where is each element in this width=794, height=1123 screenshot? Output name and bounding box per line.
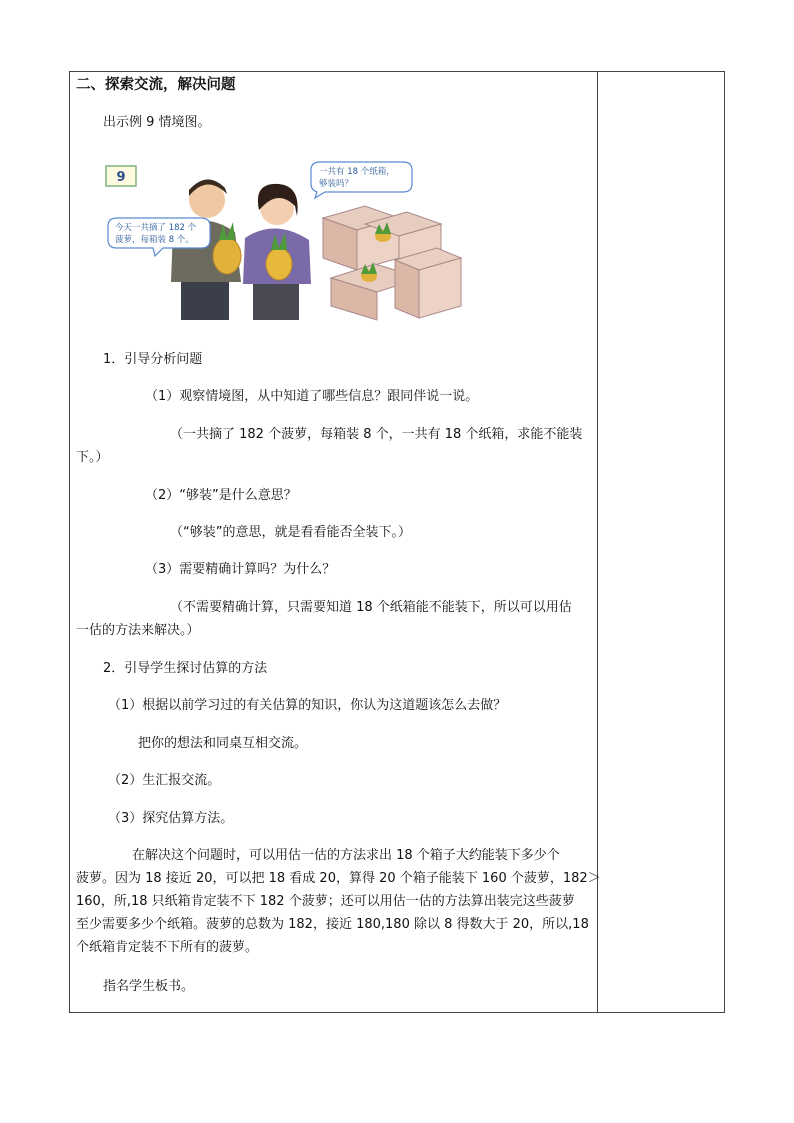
part2-title: 2．引导学生探讨估算的方法: [103, 661, 268, 676]
explanation-line-2: 菠萝。因为 18 接近 20，可以把 18 看成 20，算得 20 个箱子能装下 160 个菠萝，182＞: [76, 871, 601, 886]
part1-answer-3-line2: 一估的方法来解决。）: [76, 623, 200, 638]
part1-question-3: （3）需要精确计算吗？为什么？: [145, 562, 336, 577]
intro-text: 出示例 9 情境图。: [103, 115, 211, 130]
part2-question-3: （3）探究估算方法。: [108, 811, 234, 826]
explanation-line-5: 个纸箱肯定装不下所有的菠萝。: [76, 940, 259, 955]
explanation-line-3: 160，所,18 只纸箱肯定装不下 182 个菠萝；还可以用估一估的方法算出装完这些菠萝: [76, 894, 575, 909]
speech-bubble-right: [311, 162, 412, 198]
scenario-illustration: [103, 160, 463, 322]
lesson-table: [69, 71, 725, 1013]
bubble-right-line1: 一共有 18 个纸箱，: [319, 167, 395, 177]
part1-answer-1-line2: 下。）: [76, 450, 109, 465]
part1-answer-1-line1: （一共摘了 182 个菠萝，每箱装 8 个，一共有 18 个纸箱，求能不能装: [170, 427, 583, 442]
part2-question-1-sub: 把你的想法和同桌互相交流。: [138, 736, 308, 751]
cardboard-boxes: [323, 206, 461, 320]
bubble-right-line2: 够装吗？: [319, 179, 354, 189]
part1-title: 1．引导分析问题: [103, 352, 203, 367]
part1-answer-3-line1: （不需要精确计算，只需要知道 18 个纸箱能不能装下，所以可以用估: [170, 600, 572, 615]
section-heading: 二、探索交流，解决问题: [76, 77, 236, 93]
part1-question-1: （1）观察情境图，从中知道了哪些信息？跟同伴说一说。: [145, 389, 479, 404]
board-note: 指名学生板书。: [103, 979, 195, 994]
part1-question-2: （2）“够装”是什么意思？: [145, 488, 297, 503]
explanation-line-1: 在解决这个问题时，可以用估一估的方法求出 18 个箱子大约能装下多少个: [132, 848, 560, 863]
part2-question-2: （2）生汇报交流。: [108, 773, 221, 788]
part2-question-1: （1）根据以前学习过的有关估算的知识，你认为这道题该怎么去做？: [108, 698, 507, 713]
part1-answer-2: （“够装”的意思，就是看看能否全装下。）: [170, 525, 411, 540]
bubble-left-line2: 菠萝，每箱装 8 个。: [115, 235, 194, 245]
example-number: 9: [116, 170, 126, 185]
explanation-line-4: 至少需要多少个纸箱。菠萝的总数为 182，接近 180,180 除以 8 得数大于 20，所以,18: [76, 917, 589, 932]
bubble-left-line1: 今天一共摘了 182 个: [115, 223, 197, 233]
